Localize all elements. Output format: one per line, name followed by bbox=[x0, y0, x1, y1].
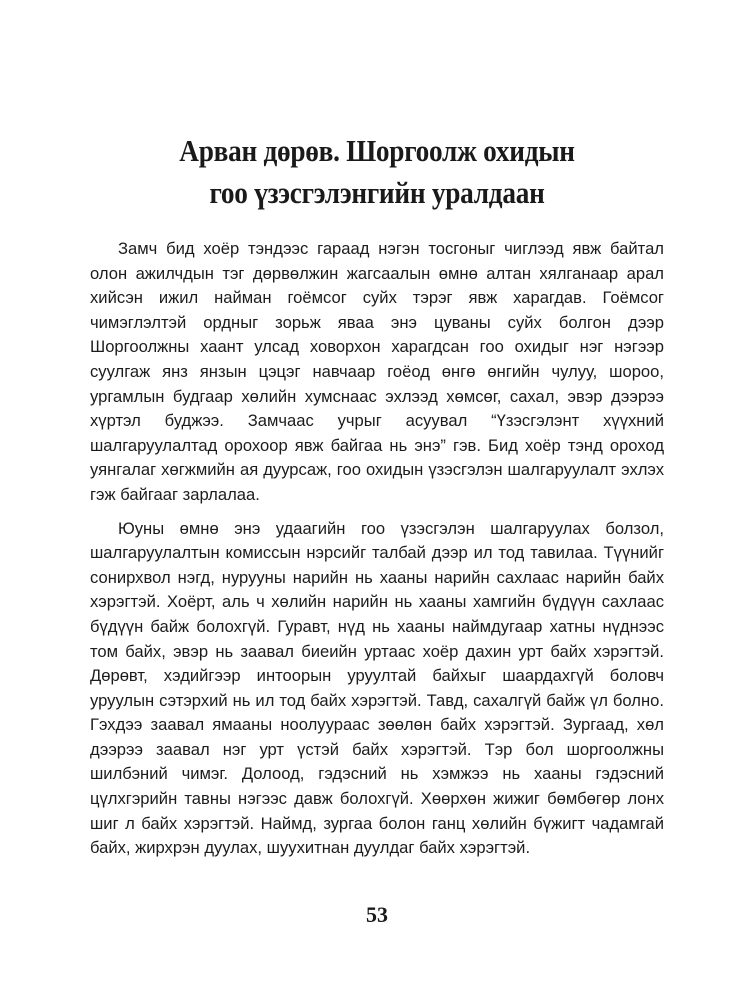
chapter-title-line-1: Арван дөрөв. Шоргоолж охидын bbox=[179, 133, 575, 168]
chapter-title-line-2: гоо үзэсгэлэнгийн уралдаан bbox=[209, 175, 545, 210]
body-text bbox=[90, 237, 664, 861]
chapter-title bbox=[124, 130, 629, 214]
paragraph-2: Юуны өмнө энэ удаагийн гоо үзэсгэлэн шалгаруулах болзол, шалгаруулалтын комиссын нэрсийг талбай дээр ил тод тавилаа. Түүнийг сонирхвол нэгд, нурууны нарийн нь хааны нарийн сахлаас нарийн байх хэрэгтэй. Хоёрт, аль ч хөлийн нарийн нь хааны хамгийн бүдүүн сахлаас бүдүүн байж болохгүй. Гуравт, нүд нь хааны наймдугаар хатны нүднээс том байх, эвэр нь заавал биеийн уртаас хоёр дахин урт байх хэрэгтэй. Дөрөвт, хэдийгээр интоорын уруултай байхыг шаардахгүй боловч уруулын сэтэрхий нь ил тод байх хэрэгтэй. Тавд, сахалгүй байж үл болно. Гэхдээ заавал ямааны ноолуураас зөөлөн байх хэрэгтэй. Зургаад, хөл дээрээ заавал нэг урт үстэй байх хэрэгтэй. Тэр бол шоргоолжны шилбэний чимэг. Долоод, гэдэсний нь хэмжээ нь хааны гэдэсний цүлхгэрийн тавны нэгээс давж болохгүй. Хөөрхөн жижиг бөмбөгөр лонх шиг л байх хэрэгтэй. Наймд, зургаа болон ганц хөлийн бүжигт чадамгай байх, жирхрэн дуулах, шуухитнан дуулдаг байх хэрэгтэй. bbox=[90, 518, 664, 858]
page-number: 53 bbox=[366, 902, 388, 927]
paragraph-1: Замч бид хоёр тэндээс гараад нэгэн тосгоныг чиглээд явж байтал олон ажилчдын тэг дөрвөлжин жагсаалын өмнө алтан хялганаар арал хийсэн ижил найман гоёмсог суйх тэрэг явж харагдав. Гоёмсог чимэглэлтэй ордныг зорьж яваа энэ цуваны суйх болгон дээр Шоргоолжны хаант улсад ховорхон харагдсан гоо охидыг нэг нэгээр суулгаж янз янзын цэцэг навчаар гоёод өнгө өнгийн чулуу, шороо, ургамлын будгаар хөлийн хумснаас эхлээд хөмсөг, сахал, эвэр дээрээ хүртэл буджээ. Замчаас учрыг асуувал “Үзэсгэлэнт хүүхний шалгаруулалтад орохоор явж байгаа нь энэ” гэв. Бид хоёр тэнд ороход уянгалаг хөгжмийн ая дуурсаж, гоо охидын үзэсгэлэн шалгаруулалт эхлэх гэж байгааг зарлалаа. bbox=[90, 239, 664, 504]
